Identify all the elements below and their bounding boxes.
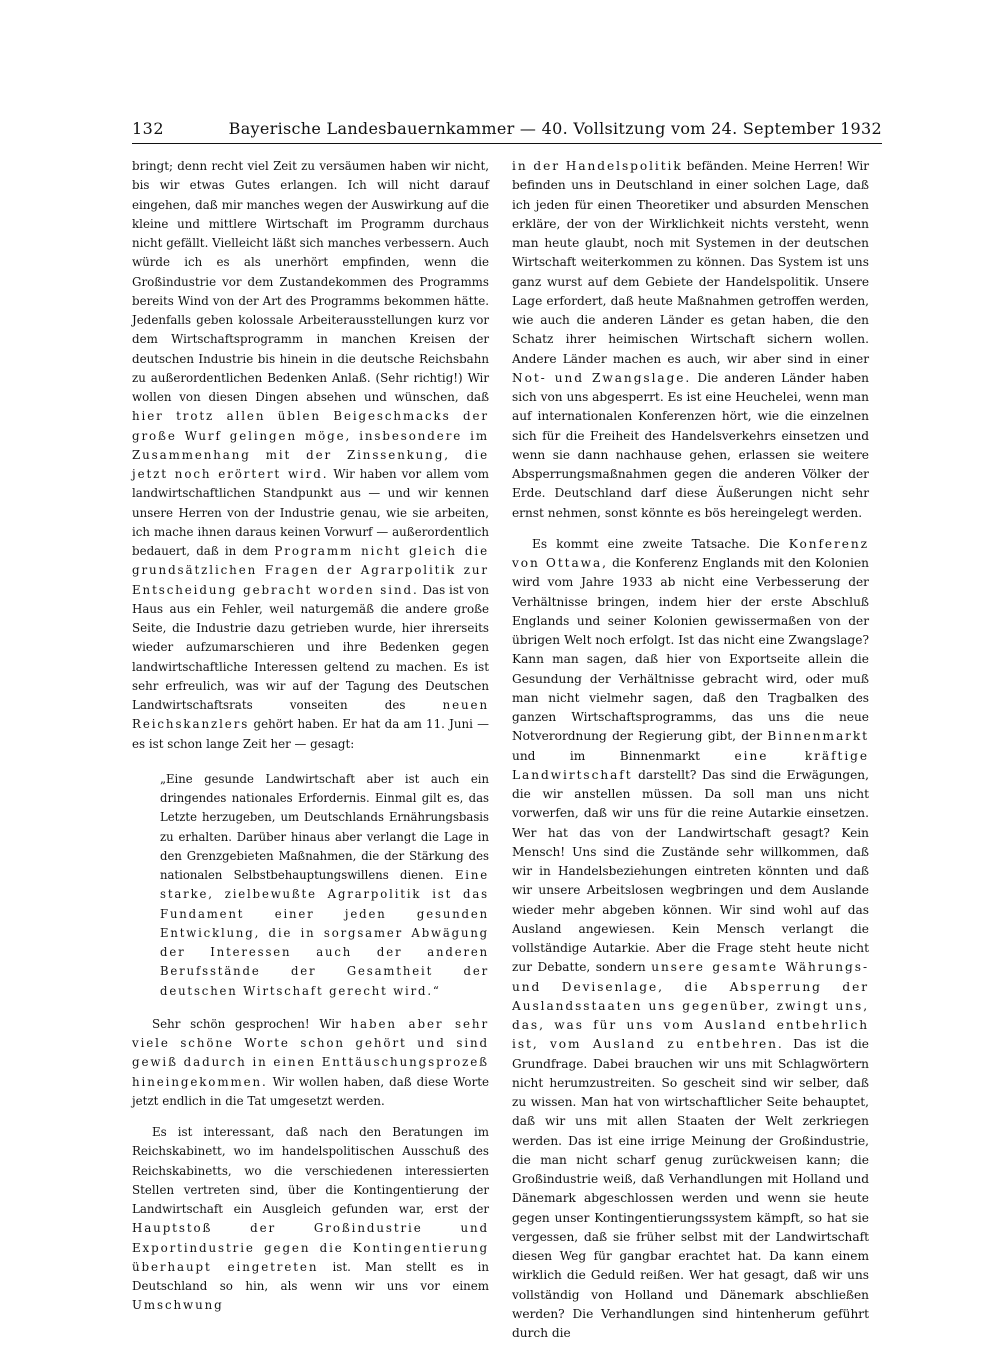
spaced-emphasis: Programm nicht gleich die grundsätzlichen Fragen der Agrarpolitik zur Entscheidung gebracht worden sind. <box>132 544 489 597</box>
paragraph <box>512 157 869 523</box>
paragraph <box>132 157 489 754</box>
paragraph <box>132 1123 489 1316</box>
text-run: Das ist die Grundfrage. Dabei brauchen wir uns mit Schlagwörtern nicht herumzustreiten. So gescheit sind wir selber, daß zu wissen. Man hat von wirtschaftlicher Seite behauptet, daß wir uns mit allen Staaten der Welt zerkriegen werden. Das ist eine irrige Meinung der Großindustrie, die man nicht scharf genug zurückweisen kann; die Großindustrie weiß, daß Verhandlungen mit Holland und Dänemark abgeschlossen werden und wenn sie heute gegen unser Kontingentierungssystem kämpft, so hat sie vergessen, daß sie früher selbst mit der Landwirtschaft diesen Weg für gangbar erachtet hat. Da kann einem wirklich die Geduld reißen. Wer hat gesagt, daß wir uns vollständig von Holland und Dänemark abschließen werden? Die Verhandlungen sind hintenherum geführt durch die <box>512 1037 869 1340</box>
text-run: Es kommt eine zweite Tatsache. Die <box>532 536 780 551</box>
right-column <box>512 157 869 1343</box>
spaced-emphasis: Eine starke, zielbewußte Agrarpolitik ist das Fundament einer jeden gesunden Entwicklung, die in sorgsamer Abwägung der Interessen auch der anderen Berufsstände der Gesamtheit der deutschen Wirtschaft gerecht wird.“ <box>160 868 489 998</box>
running-title: Bayerische Landesbauernkammer — 40. Vollsitzung vom 24. September 1932 <box>228 119 882 138</box>
text-run: Es ist interessant, daß nach den Beratungen im Reichskabinett, wo im handelspolitischen Ausschuß des Reichskabinetts, wo die verschiedenen interessierten Stellen vertreten sind, über die Kontingentierung der Landwirtschaft ein Ausgleich gefunden war, erst der <box>132 1125 489 1216</box>
text-run: Wir wollen haben, daß diese Worte jetzt endlich in die Tat umgesetzt werden. <box>132 1074 489 1108</box>
spaced-emphasis: hier trotz allen üblen Beigeschmacks der große Wurf gelingen möge, insbesondere im Zusammenhang mit der Zinssenkung, die jetzt noch erörtert wird. <box>132 409 489 481</box>
paragraph <box>512 535 869 1344</box>
text-run: darstellt? Das sind die Erwägungen, die wir anstellen müssen. Da soll man uns nicht vorwerfen, daß wir uns für die reine Autarkie einsetzen. Wer hat das von der Landwirtschaft gesagt? Kein Mensch! Uns sind die Zustände sehr willkommen, daß wir in Handelsbeziehungen eintreten könnten und daß wir unsere Arbeitslosen wegbringen und dem Auslande wieder mehr abgeben können. Wir sind wohl auf das Ausland angewiesen. Kein Mensch verlangt die vollständige Autarkie. Aber die Frage steht heute nicht zur Debatte, sondern <box>512 767 869 975</box>
spaced-emphasis: eine kräftige Landwirtschaft <box>512 748 869 782</box>
text-run: befänden. Meine Herren! Wir befinden uns in Deutschland in einer solchen Lage, daß ich jeden für einen Theoretiker und absurden Menschen erkläre, der von der Wirklichkeit nichts versteht, wenn man heute glaubt, noch mit Systemen in der deutschen Wirtschaft weiterkommen zu können. Das System ist uns ganz wurst auf dem Gebiete der Handelspolitik. Unsere Lage erfordert, daß heute Maßnahmen getroffen werden, wie auch die anderen Länder es getan haben, die den Schatz ihrer heimischen Wirtschaft sichern wollen. Andere Länder machen es auch, wir aber sind in einer <box>512 159 870 366</box>
spaced-emphasis: Binnenmarkt <box>767 729 869 744</box>
text-run: gehört haben. Er hat da am 11. Juni — es ist schon lange Zeit her — gesagt: <box>132 717 490 751</box>
text-run: ist. Man stellt es in Deutschland so hin, als wenn wir uns vor einem <box>132 1259 490 1293</box>
spaced-emphasis: Not- und Zwangslage. <box>512 370 692 385</box>
text-run: Sehr schön gesprochen! Wir <box>152 1016 341 1031</box>
page-header <box>132 119 882 144</box>
spaced-emphasis: Konferenz von Ottawa, <box>512 536 869 570</box>
text-run: und im Binnenmarkt <box>512 748 701 763</box>
spaced-emphasis: Hauptstoß der Großindustrie und Exportindustrie gegen die Kontingentierung überhaupt eingetreten <box>132 1221 489 1274</box>
spaced-emphasis: unsere gesamte Währungs- und Devisenlage, die Absperrung der Auslandsstaaten uns gegenüber, zwingt uns, das, was für uns vom Ausland entbehrlich ist, vom Ausland zu entbehren. <box>512 960 869 1052</box>
spaced-emphasis: neuen Reichskanzlers <box>132 698 489 732</box>
spaced-emphasis: Umschwung <box>132 1298 224 1313</box>
text-run: bringt; denn recht viel Zeit zu versäumen haben wir nicht, bis wir etwas Gutes erlangen. Ich will nicht darauf eingehen, daß mir manches wegen der Auswirkung auf die kleine und mittlere Wirtschaft im Programm durchaus nicht gefällt. Vielleicht läßt sich manches verbessern. Auch würde ich es als unerhört empfinden, wenn die Großindustrie vor dem Zustandekommen des Programms bereits Wind von der Art des Programms bekommen hätte. Jedenfalls geben kolossale Arbeiterausstellungen kurz vor dem Wirtschaftsprogramm in manchen Kreisen der deutschen Industrie bis hinein in die deutsche Reichsbahn zu außerordentlichen Bedenken Anlaß. (Sehr richtig!) Wir wollen von diesen Dingen absehen und wünschen, daß <box>132 159 489 404</box>
spaced-emphasis: haben aber sehr viele schöne Worte schon gehört und sind gewiß dadurch in einen Enttäuschungsprozeß hineingekommen. <box>132 1016 490 1089</box>
quotation <box>160 770 489 1001</box>
left-column <box>132 157 489 1316</box>
page-number: 132 <box>132 119 165 138</box>
text-run: Die anderen Länder haben sich von uns abgesperrt. Es ist eine Heuchelei, wenn man auf internationalen Konferenzen hört, wie die einzelnen sich für die Freiheit des Handelsverkehrs einsetzen und wenn sie dann nachhause gehen, erlassen sie weitere Absperrungsmaßnahmen gegen die anderen Völker der Erde. Deutschland darf diese Äußerungen nicht sehr ernst nehmen, sonst könnte es bös hereingelegt werden. <box>512 370 869 520</box>
spaced-emphasis: in der Handelspolitik <box>512 159 683 173</box>
paragraph <box>132 1015 489 1111</box>
text-run: Das ist von Haus aus ein Fehler, weil naturgemäß die andere große Seite, die Industrie dazu getrieben wurde, hier ihrerseits wieder aufzumarschieren und ihre Bedenken gegen landwirtschaftliche Interessen geltend zu machen. Es ist sehr erfreulich, was wir auf der Tagung des Deutschen Landwirtschaftsrats vonseiten des <box>132 582 489 712</box>
quote-text: „Eine gesunde Landwirtschaft aber ist auch ein dringendes nationales Erfordernis. Einmal gilt es, das Letzte herzugeben, um Deutschlands Ernährungsbasis zu erhalten. Darüber hinaus aber verlangt die Lage in den Grenzgebieten Maßnahmen, die der Stärkung des nationalen Selbstbehauptungswillens dienen. <box>160 771 489 882</box>
text-run: die Konferenz Englands mit den Kolonien wird vom Jahre 1933 ab nicht eine Verbesserung der Verhältnisse bringen, indem hier der erste Abschluß Englands und seiner Kolonien gewissermaßen von der übrigen Welt noch erfolgt. Ist das nicht eine Zwangslage? Kann man sagen, daß hier von Exportseite allein die Gesundung der Verhältnisse gebracht wird, oder muß man nicht vielmehr sagen, daß den Tragbalken des ganzen Wirtschaftsprogramms, das uns die neue Notverordnung der Regierung gibt, der <box>512 556 869 744</box>
text-run: Wir haben vor allem vom landwirtschaftlichen Standpunkt aus — und wir kennen unsere Herren von der Industrie genau, wie sie arbeiten, ich mache ihnen daraus keinen Vorwurf — außerordentlich bedauert, daß in dem <box>132 467 489 558</box>
